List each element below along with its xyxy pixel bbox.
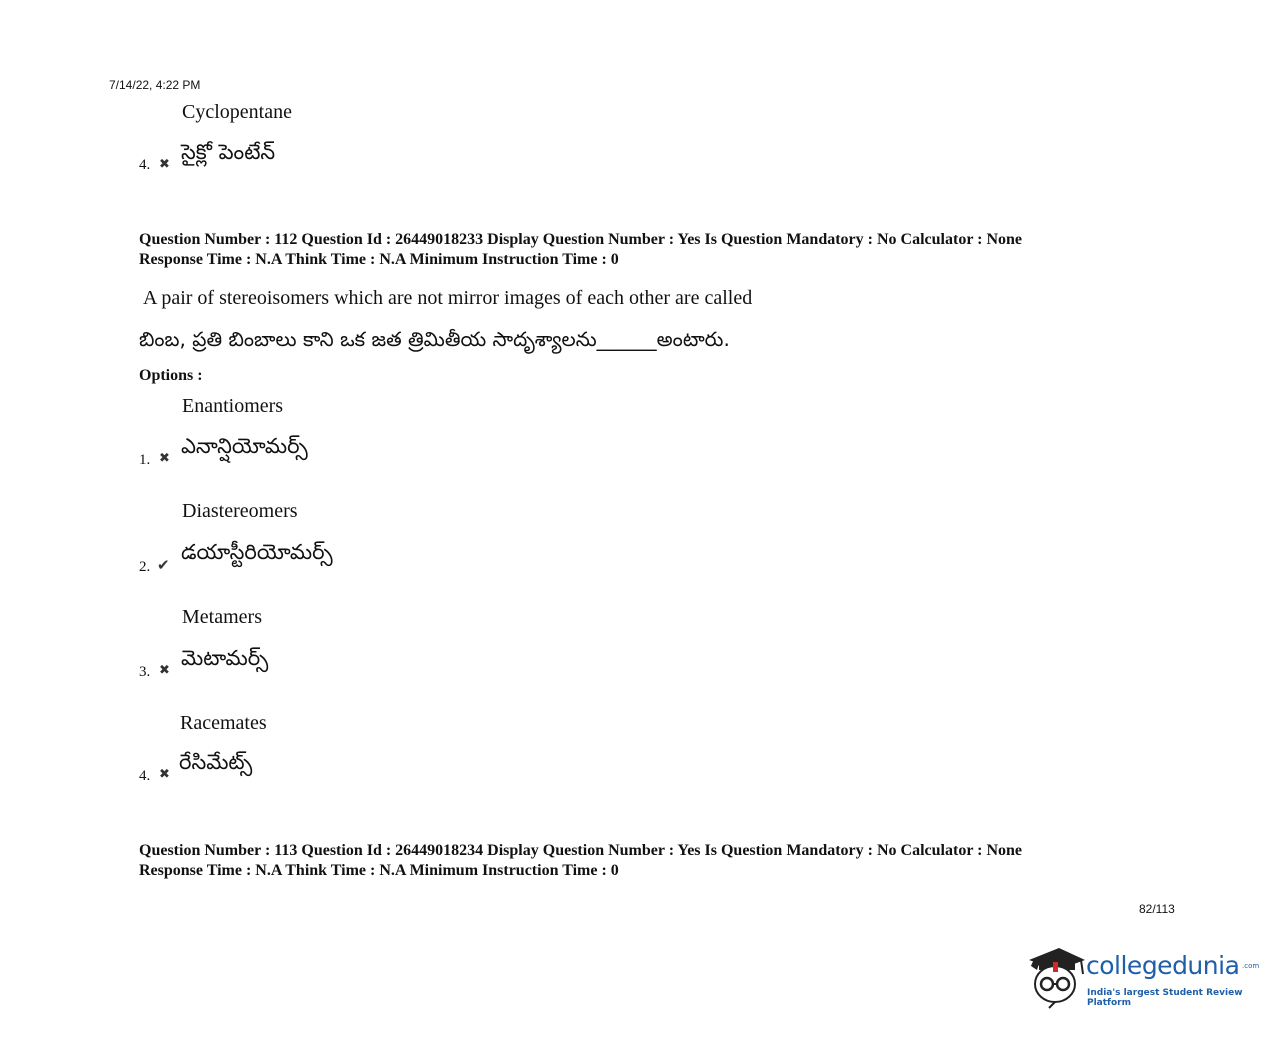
cross-icon: ✖ bbox=[159, 450, 170, 465]
page-number: 82/113 bbox=[1139, 902, 1175, 916]
prev-option-4-telugu: సైక్లో పెంటేన్ bbox=[181, 140, 276, 164]
question-112-text-telugu: బింబ, ప్రతి బింబాలు కాని ఒక జత త్రిమితీయ సాదృశ్యాలను______అంటారు. bbox=[139, 327, 730, 351]
option-2-telugu: డయాస్టీరియోమర్స్ bbox=[181, 540, 333, 564]
option-4-english: Racemates bbox=[180, 712, 267, 734]
question-112-meta-line2: Response Time : N.A Think Time : N.A Minimum Instruction Time : 0 bbox=[139, 251, 619, 268]
prev-option-4-english: Cyclopentane bbox=[182, 101, 292, 123]
collegedunia-mascot-icon bbox=[1025, 940, 1087, 1010]
question-113-meta bbox=[139, 841, 1022, 881]
option-3-number: 3. bbox=[139, 664, 151, 680]
watermark-logo-text: collegedunia bbox=[1086, 951, 1240, 980]
options-label: Options : bbox=[139, 367, 203, 384]
cross-icon: ✖ bbox=[159, 766, 170, 781]
option-2-number: 2. bbox=[139, 559, 151, 575]
question-112-meta bbox=[139, 230, 1022, 270]
watermark-logo-suffix: .com bbox=[1242, 962, 1260, 970]
option-1-number: 1. bbox=[139, 452, 151, 468]
checkmark-icon: ✔ bbox=[157, 558, 170, 574]
option-1-telugu: ఎనాన్షియోమర్స్ bbox=[181, 434, 308, 458]
option-4-telugu: రేసిమేట్స్ bbox=[179, 750, 253, 774]
option-4-number: 4. bbox=[139, 768, 151, 784]
question-113-meta-line1: Question Number : 113 Question Id : 26449018234 Display Question Number : Yes Is Question Mandatory : No Calculator : None bbox=[139, 842, 1023, 859]
option-1-english: Enantiomers bbox=[182, 395, 284, 417]
option-2-english: Diastereomers bbox=[182, 500, 298, 522]
option-3-telugu: మెటామర్స్ bbox=[181, 646, 269, 670]
cross-icon: ✖ bbox=[159, 662, 170, 677]
option-3-english: Metamers bbox=[182, 606, 262, 628]
print-timestamp: 7/14/22, 4:22 PM bbox=[109, 78, 201, 92]
question-112-meta-line1: Question Number : 112 Question Id : 26449018233 Display Question Number : Yes Is Question Mandatory : No Calculator : None bbox=[139, 231, 1023, 248]
prev-option-4-number: 4. bbox=[139, 157, 151, 173]
watermark-tagline: India's largest Student Review Platform bbox=[1087, 988, 1243, 1008]
cross-icon: ✖ bbox=[159, 156, 170, 171]
question-113-meta-line2: Response Time : N.A Think Time : N.A Minimum Instruction Time : 0 bbox=[139, 862, 619, 879]
question-112-text-english: A pair of stereoisomers which are not mirror images of each other are called bbox=[143, 287, 753, 309]
